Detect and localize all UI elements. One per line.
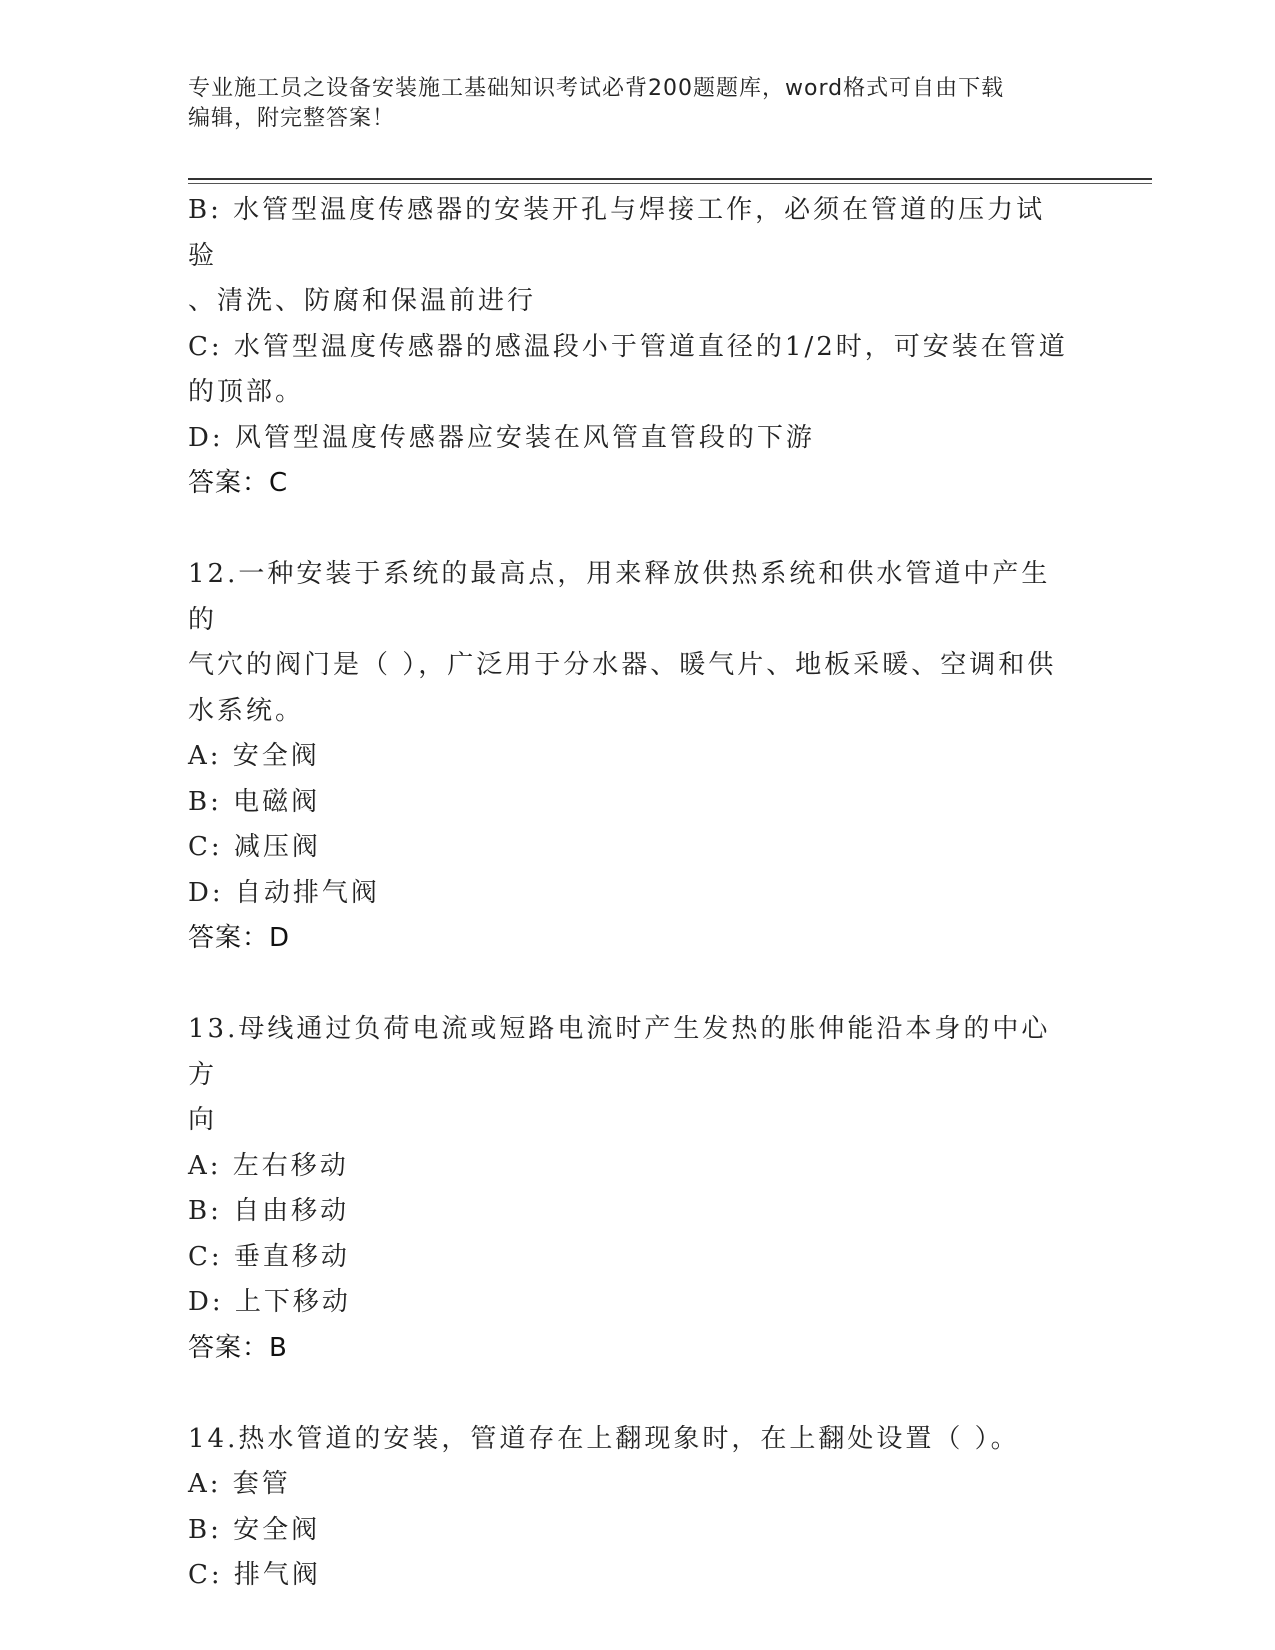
option-d: D: 上下移动 — [188, 1287, 351, 1317]
question-stem-line-3: 水系统。 — [188, 695, 305, 726]
option-b: B: 电磁阀 — [188, 786, 321, 817]
option-d: D: 自动排气阀 — [188, 877, 380, 908]
question-stem-line-2: 向 — [188, 1105, 218, 1135]
option-a: A: 套管 — [188, 1469, 291, 1499]
header-title-line-2: 编辑，附完整答案！ — [188, 106, 396, 131]
header-divider-thick — [188, 178, 1152, 180]
question-stem-line-1: 13.母线通过负荷电流或短路电流时产生发热的胀伸能沿本身的中心方 — [188, 1014, 1051, 1090]
question-stem-line-1: 14.热水管道的安装，管道存在上翻现象时，在上翻处设置（ ）。 — [188, 1423, 1020, 1454]
option-a: A: 安全阀 — [188, 741, 320, 771]
option-c-line-2: 的顶部。 — [188, 377, 305, 407]
question-stem-line-2: 气穴的阀门是（ ），广泛用于分水器、暖气片、地板采暖、空调和供 — [188, 650, 1057, 680]
option-b: B: 自由移动 — [188, 1196, 350, 1226]
question-13 — [188, 1007, 1068, 1371]
option-b: B: 安全阀 — [188, 1514, 321, 1545]
option-c: C: 减压阀 — [188, 832, 321, 862]
answer: 答案：D — [188, 923, 291, 953]
option-b-line-1: B: 水管型温度传感器的安装开孔与焊接工作，必须在管道的压力试验 — [188, 195, 1046, 271]
question-spacer — [188, 507, 1068, 553]
answer: 答案：B — [188, 1332, 288, 1363]
question-11-tail — [188, 188, 1068, 507]
question-14 — [188, 1417, 1068, 1599]
question-12 — [188, 552, 1068, 962]
header-divider-thin — [188, 183, 1152, 184]
option-c: C: 排气阀 — [188, 1560, 321, 1590]
question-stem-line-1: 12.一种安装于系统的最高点，用来释放供热系统和供水管道中产生的 — [188, 559, 1051, 635]
question-spacer — [188, 1371, 1068, 1417]
option-c-line-1: C: 水管型温度传感器的感温段小于管道直径的1/2时，可安装在管道 — [188, 331, 1068, 362]
option-c: C: 垂直移动 — [188, 1241, 350, 1272]
document-header — [188, 74, 1068, 134]
option-a: A: 左右移动 — [188, 1150, 349, 1181]
header-title-line-1: 专业施工员之设备安装施工基础知识考试必背200题题库，word格式可自由下载 — [188, 76, 1005, 101]
option-b-line-2: 、清洗、防腐和保温前进行 — [188, 286, 537, 316]
question-list — [188, 188, 1068, 1599]
option-d: D: 风管型温度传感器应安装在风管直管段的下游 — [188, 422, 815, 453]
question-spacer — [188, 962, 1068, 1008]
answer: 答案：C — [188, 468, 289, 498]
